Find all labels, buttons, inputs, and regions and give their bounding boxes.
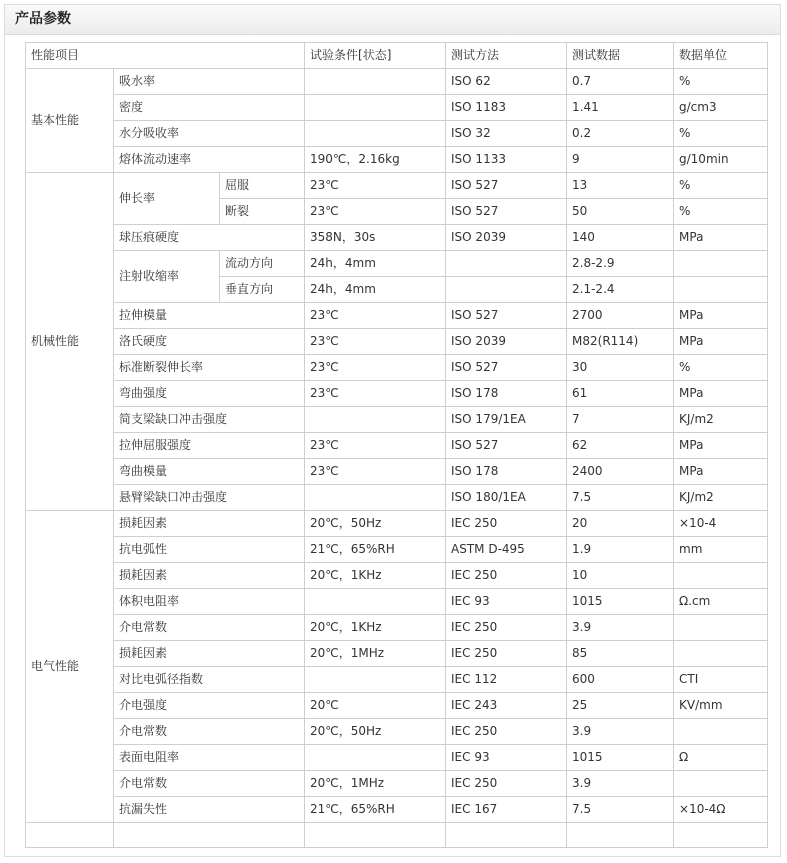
method-cell: IEC 250 <box>446 771 567 797</box>
unit-cell <box>674 277 768 303</box>
item-name: 弯曲强度 <box>114 381 305 407</box>
value-cell: 61 <box>567 381 674 407</box>
value-cell: 3.9 <box>567 719 674 745</box>
value-cell: 2.1-2.4 <box>567 277 674 303</box>
item-name: 简支梁缺口冲击强度 <box>114 407 305 433</box>
table-row <box>26 589 768 615</box>
method-cell: ISO 178 <box>446 381 567 407</box>
value-cell: 600 <box>567 667 674 693</box>
method-cell: IEC 243 <box>446 693 567 719</box>
value-cell: 1015 <box>567 745 674 771</box>
value-cell: 7.5 <box>567 797 674 823</box>
unit-cell: CTI <box>674 667 768 693</box>
item-name: 损耗因素 <box>114 511 305 537</box>
value-cell: 20 <box>567 511 674 537</box>
item-name: 体积电阻率 <box>114 589 305 615</box>
condition-cell: 21℃，65%RH <box>305 797 446 823</box>
method-cell: ISO 1183 <box>446 95 567 121</box>
table-row <box>26 745 768 771</box>
method-cell: IEC 93 <box>446 745 567 771</box>
unit-cell: Ω <box>674 745 768 771</box>
condition-cell: 20℃，1KHz <box>305 615 446 641</box>
empty-cell <box>446 823 567 848</box>
condition-cell <box>305 69 446 95</box>
value-cell: 62 <box>567 433 674 459</box>
item-subname: 垂直方向 <box>220 277 305 303</box>
panel-title: 产品参数 <box>5 5 780 35</box>
condition-cell <box>305 407 446 433</box>
condition-cell: 20℃，1MHz <box>305 771 446 797</box>
item-subname: 屈服 <box>220 173 305 199</box>
condition-cell: 23℃ <box>305 329 446 355</box>
item-name: 注射收缩率 <box>114 251 220 303</box>
method-cell: IEC 250 <box>446 719 567 745</box>
condition-cell: 24h，4mm <box>305 277 446 303</box>
unit-cell <box>674 251 768 277</box>
table-row <box>26 563 768 589</box>
table-row <box>26 147 768 173</box>
unit-cell: mm <box>674 537 768 563</box>
value-cell: 25 <box>567 693 674 719</box>
item-name: 弯曲模量 <box>114 459 305 485</box>
item-name: 介电常数 <box>114 771 305 797</box>
header-unit: 数据单位 <box>674 43 768 69</box>
empty-cell <box>567 823 674 848</box>
item-name: 损耗因素 <box>114 563 305 589</box>
condition-cell: 20℃，1MHz <box>305 641 446 667</box>
method-cell: ISO 178 <box>446 459 567 485</box>
value-cell: 0.2 <box>567 121 674 147</box>
value-cell: 85 <box>567 641 674 667</box>
value-cell: 9 <box>567 147 674 173</box>
item-name: 对比电弧径指数 <box>114 667 305 693</box>
unit-cell: % <box>674 199 768 225</box>
item-name: 标准断裂伸长率 <box>114 355 305 381</box>
header-condition: 试验条件[状态] <box>305 43 446 69</box>
condition-cell <box>305 485 446 511</box>
unit-cell: % <box>674 355 768 381</box>
table-row <box>26 797 768 823</box>
item-name: 悬臂梁缺口冲击强度 <box>114 485 305 511</box>
table-header-row <box>26 43 768 69</box>
table-row <box>26 719 768 745</box>
item-name: 表面电阻率 <box>114 745 305 771</box>
condition-cell: 20℃，1KHz <box>305 563 446 589</box>
unit-cell <box>674 771 768 797</box>
table-row <box>26 537 768 563</box>
condition-cell: 23℃ <box>305 199 446 225</box>
unit-cell: Ω.cm <box>674 589 768 615</box>
condition-cell <box>305 667 446 693</box>
table-row <box>26 771 768 797</box>
group-name: 电气性能 <box>26 511 114 823</box>
value-cell: 50 <box>567 199 674 225</box>
item-name: 介电常数 <box>114 615 305 641</box>
unit-cell: KJ/m2 <box>674 407 768 433</box>
method-cell: ISO 527 <box>446 173 567 199</box>
table-row <box>26 407 768 433</box>
value-cell: 2.8-2.9 <box>567 251 674 277</box>
unit-cell: MPa <box>674 459 768 485</box>
method-cell: ISO 62 <box>446 69 567 95</box>
product-params-panel <box>4 4 781 857</box>
unit-cell: ×10-4 <box>674 511 768 537</box>
item-name: 吸水率 <box>114 69 305 95</box>
item-name: 介电常数 <box>114 719 305 745</box>
method-cell: IEC 250 <box>446 511 567 537</box>
condition-cell: 20℃，50Hz <box>305 511 446 537</box>
condition-cell: 190℃，2.16kg <box>305 147 446 173</box>
empty-cell <box>674 823 768 848</box>
item-name: 水分吸收率 <box>114 121 305 147</box>
empty-cell <box>305 823 446 848</box>
item-name: 密度 <box>114 95 305 121</box>
value-cell: 2700 <box>567 303 674 329</box>
condition-cell <box>305 745 446 771</box>
table-row <box>26 69 768 95</box>
value-cell: M82(R114) <box>567 329 674 355</box>
table-row <box>26 693 768 719</box>
condition-cell: 23℃ <box>305 381 446 407</box>
method-cell: ISO 1133 <box>446 147 567 173</box>
table-row <box>26 667 768 693</box>
unit-cell: MPa <box>674 381 768 407</box>
condition-cell <box>305 95 446 121</box>
condition-cell: 23℃ <box>305 303 446 329</box>
item-name: 拉伸屈服强度 <box>114 433 305 459</box>
table-row <box>26 225 768 251</box>
method-cell: IEC 250 <box>446 615 567 641</box>
value-cell: 7.5 <box>567 485 674 511</box>
unit-cell <box>674 563 768 589</box>
method-cell: ISO 180/1EA <box>446 485 567 511</box>
item-subname: 流动方向 <box>220 251 305 277</box>
empty-row <box>26 823 768 848</box>
unit-cell: MPa <box>674 433 768 459</box>
unit-cell: g/10min <box>674 147 768 173</box>
value-cell: 13 <box>567 173 674 199</box>
unit-cell: MPa <box>674 303 768 329</box>
table-row <box>26 251 768 277</box>
table-row <box>26 433 768 459</box>
table-row <box>26 355 768 381</box>
method-cell: ISO 2039 <box>446 225 567 251</box>
value-cell: 3.9 <box>567 615 674 641</box>
item-name: 损耗因素 <box>114 641 305 667</box>
unit-cell: KV/mm <box>674 693 768 719</box>
value-cell: 140 <box>567 225 674 251</box>
item-name: 球压痕硬度 <box>114 225 305 251</box>
value-cell: 30 <box>567 355 674 381</box>
condition-cell <box>305 589 446 615</box>
method-cell: IEC 93 <box>446 589 567 615</box>
item-name: 介电强度 <box>114 693 305 719</box>
condition-cell: 358N，30s <box>305 225 446 251</box>
method-cell: ISO 527 <box>446 355 567 381</box>
value-cell: 10 <box>567 563 674 589</box>
table-row <box>26 641 768 667</box>
condition-cell: 23℃ <box>305 173 446 199</box>
method-cell: IEC 167 <box>446 797 567 823</box>
condition-cell: 20℃ <box>305 693 446 719</box>
unit-cell: % <box>674 69 768 95</box>
header-method: 测试方法 <box>446 43 567 69</box>
table-row <box>26 95 768 121</box>
unit-cell: % <box>674 121 768 147</box>
condition-cell: 24h，4mm <box>305 251 446 277</box>
unit-cell: g/cm3 <box>674 95 768 121</box>
condition-cell: 23℃ <box>305 433 446 459</box>
table-row <box>26 173 768 199</box>
method-cell: ISO 2039 <box>446 329 567 355</box>
value-cell: 3.9 <box>567 771 674 797</box>
unit-cell <box>674 615 768 641</box>
unit-cell: % <box>674 173 768 199</box>
method-cell: IEC 112 <box>446 667 567 693</box>
header-item: 性能项目 <box>26 43 305 69</box>
unit-cell <box>674 719 768 745</box>
value-cell: 7 <box>567 407 674 433</box>
value-cell: 1015 <box>567 589 674 615</box>
item-name: 拉伸模量 <box>114 303 305 329</box>
value-cell: 0.7 <box>567 69 674 95</box>
item-name: 熔体流动速率 <box>114 147 305 173</box>
item-name: 抗漏失性 <box>114 797 305 823</box>
condition-cell: 20℃，50Hz <box>305 719 446 745</box>
table-row <box>26 329 768 355</box>
method-cell <box>446 277 567 303</box>
unit-cell: MPa <box>674 225 768 251</box>
item-name: 伸长率 <box>114 173 220 225</box>
empty-cell <box>26 823 114 848</box>
table-row <box>26 303 768 329</box>
value-cell: 2400 <box>567 459 674 485</box>
table-row <box>26 121 768 147</box>
unit-cell: ×10-4Ω <box>674 797 768 823</box>
condition-cell: 21℃，65%RH <box>305 537 446 563</box>
unit-cell <box>674 641 768 667</box>
value-cell: 1.9 <box>567 537 674 563</box>
params-table <box>25 42 768 848</box>
method-cell: IEC 250 <box>446 641 567 667</box>
condition-cell <box>305 121 446 147</box>
table-row <box>26 381 768 407</box>
value-cell: 1.41 <box>567 95 674 121</box>
item-name: 抗电弧性 <box>114 537 305 563</box>
header-value: 测试数据 <box>567 43 674 69</box>
method-cell: ISO 32 <box>446 121 567 147</box>
table-row <box>26 485 768 511</box>
unit-cell: KJ/m2 <box>674 485 768 511</box>
method-cell: ISO 527 <box>446 199 567 225</box>
table-row <box>26 511 768 537</box>
group-name: 机械性能 <box>26 173 114 511</box>
condition-cell: 23℃ <box>305 355 446 381</box>
item-name: 洛氏硬度 <box>114 329 305 355</box>
method-cell: ISO 527 <box>446 433 567 459</box>
empty-cell <box>114 823 305 848</box>
condition-cell: 23℃ <box>305 459 446 485</box>
table-row <box>26 459 768 485</box>
method-cell: ASTM D-495 <box>446 537 567 563</box>
method-cell <box>446 251 567 277</box>
method-cell: IEC 250 <box>446 563 567 589</box>
item-subname: 断裂 <box>220 199 305 225</box>
method-cell: ISO 179/1EA <box>446 407 567 433</box>
unit-cell: MPa <box>674 329 768 355</box>
method-cell: ISO 527 <box>446 303 567 329</box>
group-name: 基本性能 <box>26 69 114 173</box>
table-row <box>26 615 768 641</box>
